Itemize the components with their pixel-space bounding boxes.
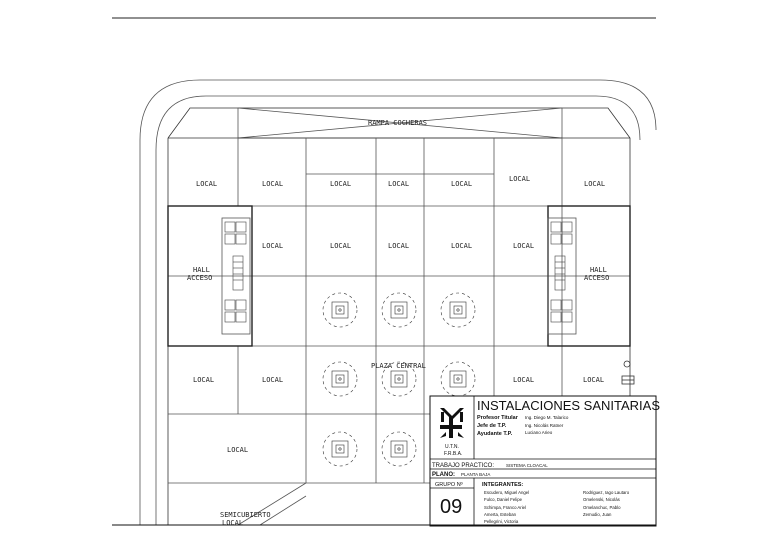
covered-label: LOCAL [222, 519, 244, 527]
local-label: LOCAL [262, 242, 284, 250]
plaza-fixture-icon [441, 293, 475, 327]
member-name: Omelanchuc, Pablo [583, 505, 621, 510]
local-label: LOCAL [193, 376, 215, 384]
title: INSTALACIONES SANITARIAS [477, 398, 661, 413]
plaza-fixture-icon [323, 362, 357, 396]
hall-label: ACCESO [584, 274, 610, 282]
local-label: LOCAL [388, 180, 410, 188]
local-label: LOCAL [330, 242, 352, 250]
member-name: Fulco, Daniel Felipe [484, 497, 522, 502]
tp-label: TRABAJO PRACTICO: [432, 463, 495, 469]
local-label: LOCAL [583, 376, 605, 384]
plaza-fixture-icon [382, 293, 416, 327]
member-name: Omelenski, Nicolás [583, 497, 620, 502]
local-label: LOCAL [330, 180, 352, 188]
group-label: GRUPO Nº [435, 482, 463, 488]
local-label: LOCAL [451, 180, 473, 188]
tp-value: SISTEMA CLOACAL [506, 463, 548, 468]
local-label: LOCAL [451, 242, 473, 250]
role-label: Jefe de T.P. [477, 423, 507, 429]
local-label: LOCAL [513, 242, 535, 250]
utn-label: U.T.N. [445, 444, 459, 450]
member-name: Rodriguez, Iago Lautaro [583, 490, 630, 495]
plaza-fixture-icon [441, 362, 475, 396]
hall-label: ACCESO [187, 274, 213, 282]
local-label: LOCAL [509, 175, 531, 183]
local-label: LOCAL [262, 376, 284, 384]
local-label: LOCAL [227, 446, 249, 454]
plaza-fixture-icon [323, 293, 357, 327]
members-label: INTEGRANTES: [482, 482, 524, 488]
hall-label: HALL [590, 266, 607, 274]
member-name: Escudero, Miguel Angel [484, 490, 530, 495]
plaza-fixture-icon [382, 432, 416, 466]
member-name: Zemudio, Juan [583, 512, 612, 517]
group-number: 09 [440, 496, 463, 518]
role-name: Ing. Diego M. Talarico [525, 415, 569, 420]
member-name: Pellegrini, Victoria [484, 519, 519, 524]
role-label: Profesor Titular [477, 415, 518, 421]
local-label: LOCAL [388, 242, 410, 250]
ramp-label: RAMPA COCHERAS [368, 119, 428, 127]
plaza-label: PLAZA CENTRAL [371, 362, 426, 370]
local-label: LOCAL [584, 180, 606, 188]
plano-label: PLANO: [432, 472, 455, 478]
covered-label: SEMICUBIERTO [220, 511, 271, 519]
plano-value: PLANTA BAJA [461, 472, 491, 477]
local-label: LOCAL [196, 180, 218, 188]
role-name: Luciano Arieo [525, 430, 553, 435]
title-block [112, 396, 660, 526]
local-label: LOCAL [262, 180, 284, 188]
role-label: Ayudante T.P. [477, 431, 513, 437]
member-name: Amerta, Esteban [484, 512, 517, 517]
role-name: Ing. Nicolás Ratner [525, 423, 564, 428]
member-name: Schimpa, Franco Ariel [484, 505, 527, 510]
local-label: LOCAL [513, 376, 535, 384]
hall-label: HALL [193, 266, 210, 274]
utn-sub-label: F.R.B.A. [444, 451, 463, 457]
plaza-fixture-icon [323, 432, 357, 466]
